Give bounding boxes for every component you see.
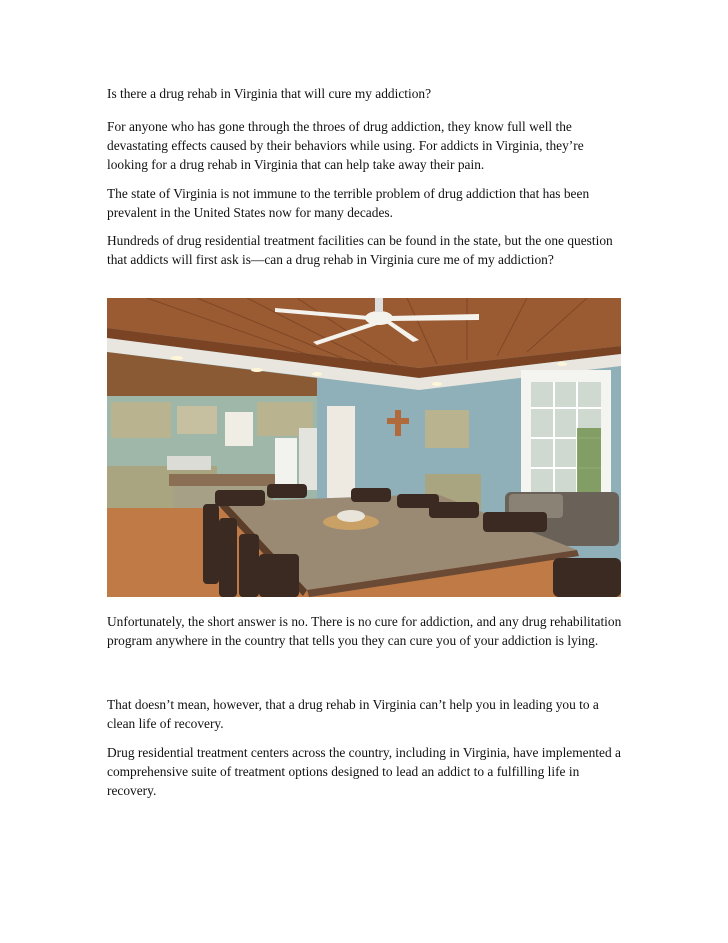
paragraph-treatment-centers: Drug residential treatment centers across the country, including in Virginia, have implemented a comprehensive suite of treatment options designed to lead an addict to a fulfilling life in recovery. (107, 745, 621, 798)
kitchen-dining-photo (107, 298, 621, 597)
question-heading: Is there a drug rehab in Virginia that will cure my addiction? (107, 86, 432, 101)
paragraph-short-answer: Unfortunately, the short answer is no. There is no cure for addiction, and any drug rehabilitation program anywhere in the country that tells you they can cure you of your addiction is lying. (107, 614, 622, 648)
paragraph-however: That doesn’t mean, however, that a drug rehab in Virginia can’t help you in leading you to a clean life of recovery. (107, 697, 599, 731)
paragraph-state: The state of Virginia is not immune to the terrible problem of drug addiction that has been prevalent in the United States now for many decades. (107, 186, 590, 220)
paragraph-intro: For anyone who has gone through the throes of drug addiction, they know full well the devastating effects caused by their behaviors while using. For addicts in Virginia, they’re looking for a drug rehab in Virginia that can help take away their pain. (107, 119, 584, 172)
paragraph-facilities: Hundreds of drug residential treatment facilities can be found in the state, but the one question that addicts will first ask is—can a drug rehab in Virginia cure me of my addiction? (107, 233, 613, 267)
